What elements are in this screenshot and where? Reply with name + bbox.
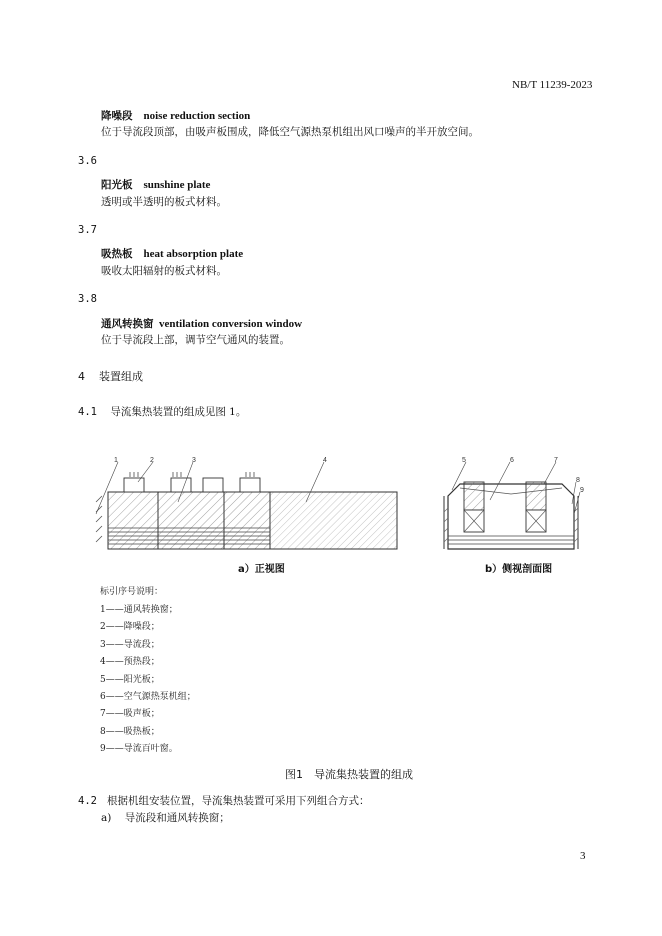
standard-number: NB/T 11239-2023 [512, 79, 593, 91]
key-item-5: 5——阳光板； [100, 675, 160, 685]
key-item-3: 3——导流段； [100, 640, 160, 650]
heat-pump-unit-right [526, 482, 546, 532]
term-3-5-zh: 降噪段 [101, 110, 133, 122]
callout-9: 9 [580, 487, 584, 494]
term-3-5-en: noise reduction section [143, 110, 251, 122]
side-view [444, 457, 584, 549]
callout-6: 6 [510, 457, 514, 464]
term-3-7-heading [101, 246, 243, 261]
term-3-8-number: 3.8 [78, 293, 97, 305]
callout-4: 4 [323, 457, 327, 464]
key-item-7: 7——吸声板； [100, 709, 160, 719]
clause-4-1-text: 导流集热装置的组成见图 1。 [110, 406, 247, 418]
term-3-6-number: 3.6 [78, 155, 97, 167]
clause-4-2 [78, 793, 369, 808]
term-3-7-number: 3.7 [78, 224, 97, 236]
clause-4-1-number: 4.1 [78, 406, 97, 418]
key-item-8: 8——吸热板； [100, 727, 160, 737]
front-view [96, 457, 397, 549]
term-3-7-zh: 吸热板 [101, 248, 133, 260]
term-3-5-definition: 位于导流段顶部，由吸声板围成，降低空气源热泵机组出风口噪声的半开放空间。 [101, 126, 479, 138]
clause-4-title: 装置组成 [99, 370, 143, 383]
airflow-arrows [130, 472, 254, 477]
term-3-7-en: heat absorption plate [143, 248, 244, 260]
page-number: 3 [580, 850, 586, 862]
clause-4-1 [78, 404, 246, 419]
callout-5: 5 [462, 457, 466, 464]
heat-pump-unit-left [464, 482, 484, 532]
callout-3: 3 [192, 457, 196, 464]
term-3-8-definition: 位于导流段上部，调节空气通风的装置。 [101, 334, 290, 346]
figure-1-drawing [80, 452, 605, 552]
list-item-a [101, 810, 230, 825]
key-item-6: 6——空气源热泵机组； [100, 692, 196, 702]
side-louvers [448, 536, 574, 544]
term-3-7-definition: 吸收太阳辐射的板式材料。 [101, 265, 227, 277]
clause-4-number: 4 [78, 370, 85, 383]
caption-side-view: b）侧视剖面图 [485, 564, 553, 575]
clause-4-2-number: 4.2 [78, 795, 97, 807]
figure-1-caption: 图1 导流集热装置的组成 [285, 768, 413, 781]
ventilation-window-marks [96, 496, 102, 542]
term-3-6-heading [101, 177, 210, 192]
guide-section [108, 492, 270, 549]
preheat-section [270, 492, 397, 549]
key-title: 标引序号说明： [100, 587, 164, 597]
term-3-6-definition: 透明或半透明的板式材料。 [101, 196, 227, 208]
callout-1: 1 [114, 457, 118, 464]
term-3-5-heading [101, 108, 250, 123]
key-item-9: 9——导流百叶窗。 [100, 744, 178, 754]
callout-2: 2 [150, 457, 154, 464]
noise-reduction-boxes [124, 478, 260, 492]
clause-4-heading [78, 368, 143, 384]
term-3-8-en: ventilation conversion window [159, 318, 303, 330]
list-item-a-text: 导流段和通风转换窗； [124, 812, 230, 824]
callout-7: 7 [554, 457, 558, 464]
term-3-6-en: sunshine plate [143, 179, 211, 191]
callout-8: 8 [576, 477, 580, 484]
clause-4-2-text: 根据机组安装位置，导流集热装置可采用下列组合方式： [106, 795, 370, 807]
key-item-2: 2——降噪段； [100, 622, 160, 632]
term-3-6-zh: 阳光板 [101, 179, 133, 191]
key-item-4: 4——预热段； [100, 657, 160, 667]
term-3-8-heading [101, 316, 302, 331]
caption-front-view: a）正视图 [238, 564, 285, 575]
list-item-a-label: a) [101, 812, 112, 824]
term-3-8-zh: 通风转换窗 [101, 318, 154, 330]
key-item-1: 1——通风转换窗； [100, 605, 178, 615]
